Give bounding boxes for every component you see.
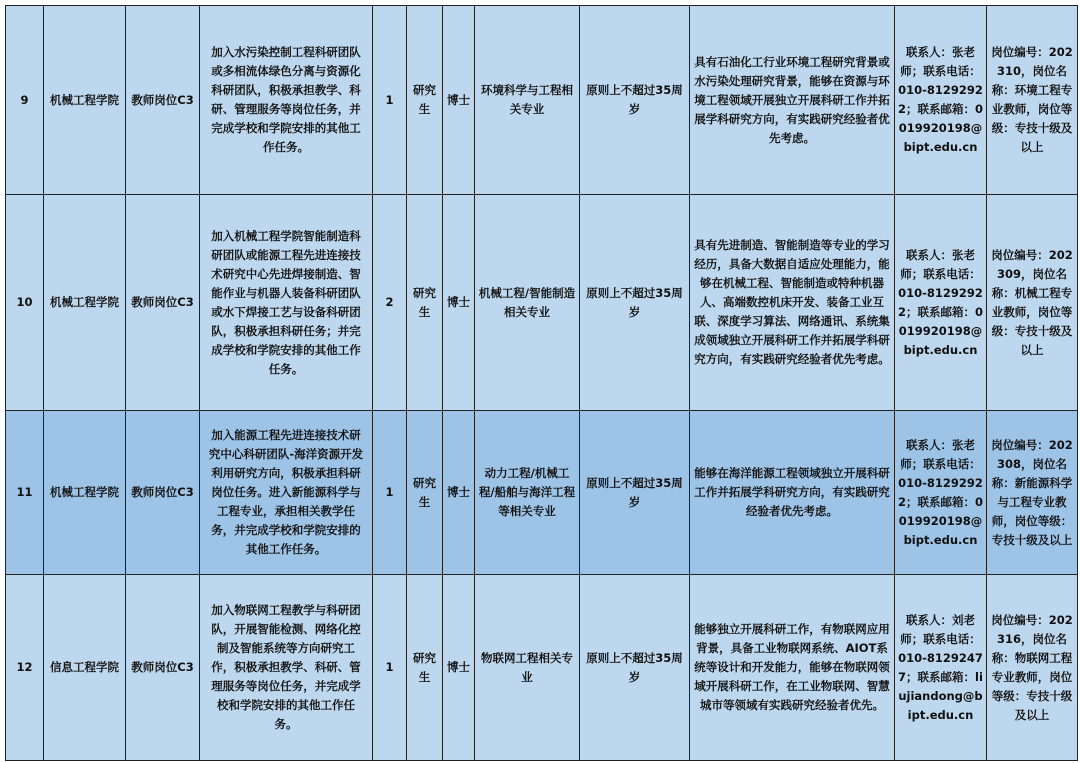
count-cell: 2 (373, 195, 407, 411)
age-cell: 原则上不超过35周岁 (580, 6, 690, 195)
age-cell: 原则上不超过35周岁 (580, 411, 690, 575)
education-cell: 研究生 (407, 575, 443, 761)
table-row (6, 411, 1078, 575)
major-cell: 物联网工程相关专业 (475, 575, 580, 761)
major-cell: 动力工程/机械工程/船舶与海洋工程等相关专业 (475, 411, 580, 575)
requirements-cell: 具有石油化工行业环境工程研究背景或水污染处理研究背景，能够在资源与环境工程领域开展独立开展科研工作并拓展学科研究方向，有实践研究经验者优先考虑。 (690, 6, 895, 195)
row-number: 11 (6, 411, 44, 575)
age-cell: 原则上不超过35周岁 (580, 195, 690, 411)
requirements-cell: 能够独立开展科研工作，有物联网应用背景，具备工业物联网系统、AIOT系统等设计和开发能力，能够在物联网领域开展科研工作，在工业物联网、智慧城市等领域有实践研究经验者优先。 (690, 575, 895, 761)
row-number: 9 (6, 6, 44, 195)
duties-cell: 加入水污染控制工程科研团队或多相流体绿色分离与资源化科研团队，积极承担教学、科研、管理服务等岗位任务，并完成学校和学院安排的其他工作任务。 (200, 6, 373, 195)
position-cell: 教师岗位C3 (126, 195, 200, 411)
position-cell: 教师岗位C3 (126, 411, 200, 575)
degree-cell: 博士 (443, 195, 475, 411)
education-cell: 研究生 (407, 411, 443, 575)
education-cell: 研究生 (407, 6, 443, 195)
post-info-cell: 岗位编号：202308，岗位名称：新能源科学与工程专业教师，岗位等级：专技十级及以上 (987, 411, 1078, 575)
position-cell: 教师岗位C3 (126, 575, 200, 761)
post-info-cell: 岗位编号：202316，岗位名称：物联网工程专业教师，岗位等级：专技十级及以上 (987, 575, 1078, 761)
college-cell: 机械工程学院 (44, 6, 126, 195)
count-cell: 1 (373, 575, 407, 761)
count-cell: 1 (373, 411, 407, 575)
requirements-cell: 能够在海洋能源工程领域独立开展科研工作并拓展学科研究方向，有实践研究经验者优先考虑。 (690, 411, 895, 575)
age-cell: 原则上不超过35周岁 (580, 575, 690, 761)
education-cell: 研究生 (407, 195, 443, 411)
table-row (6, 195, 1078, 411)
duties-cell: 加入能源工程先进连接技术研究中心科研团队-海洋资源开发利用研究方向，积极承担科研岗位任务。进入新能源科学与工程专业，承担相关教学任务，并完成学校和学院安排的其他工作任务。 (200, 411, 373, 575)
degree-cell: 博士 (443, 411, 475, 575)
major-cell: 机械工程/智能制造相关专业 (475, 195, 580, 411)
row-number: 10 (6, 195, 44, 411)
contact-cell: 联系人：张老师；联系电话：010-81292922；联系邮箱：0019920198@bipt.edu.cn (895, 195, 987, 411)
row-number: 12 (6, 575, 44, 761)
degree-cell: 博士 (443, 575, 475, 761)
duties-cell: 加入物联网工程教学与科研团队，开展智能检测、网络化控制及智能系统等方向研究工作，积极承担教学、科研、管理服务等岗位任务，并完成学校和学院安排的其他工作任务。 (200, 575, 373, 761)
degree-cell: 博士 (443, 6, 475, 195)
contact-cell: 联系人：刘老师；联系电话：010-81292477；联系邮箱：liujiandong@bipt.edu.cn (895, 575, 987, 761)
duties-cell: 加入机械工程学院智能制造科研团队或能源工程先进连接技术研究中心先进焊接制造、智能作业与机器人装备科研团队或水下焊接工艺与设备科研团队，积极承担科研任务；并完成学校和学院安排的其他工作任务。 (200, 195, 373, 411)
position-cell: 教师岗位C3 (126, 6, 200, 195)
major-cell: 环境科学与工程相关专业 (475, 6, 580, 195)
table-row (6, 6, 1078, 195)
post-info-cell: 岗位编号：202310，岗位名称：环境工程专业教师，岗位等级：专技十级及以上 (987, 6, 1078, 195)
contact-cell: 联系人：张老师；联系电话：010-81292922；联系邮箱：0019920198@bipt.edu.cn (895, 6, 987, 195)
college-cell: 机械工程学院 (44, 195, 126, 411)
requirements-cell: 具有先进制造、智能制造等专业的学习经历，具备大数据自适应处理能力，能够在机械工程、智能制造或特种机器人、高端数控机床开发、装备工业互联、深度学习算法、网络通讯、系统集成领域独立开展科研工作并拓展学科研究方向，有实践研究经验者优先考虑。 (690, 195, 895, 411)
post-info-cell: 岗位编号：202309，岗位名称：机械工程专业教师，岗位等级：专技十级及以上 (987, 195, 1078, 411)
count-cell: 1 (373, 6, 407, 195)
college-cell: 机械工程学院 (44, 411, 126, 575)
contact-cell: 联系人：张老师；联系电话：010-81292922；联系邮箱：0019920198@bipt.edu.cn (895, 411, 987, 575)
college-cell: 信息工程学院 (44, 575, 126, 761)
recruitment-table (5, 5, 1078, 761)
table-row (6, 575, 1078, 761)
